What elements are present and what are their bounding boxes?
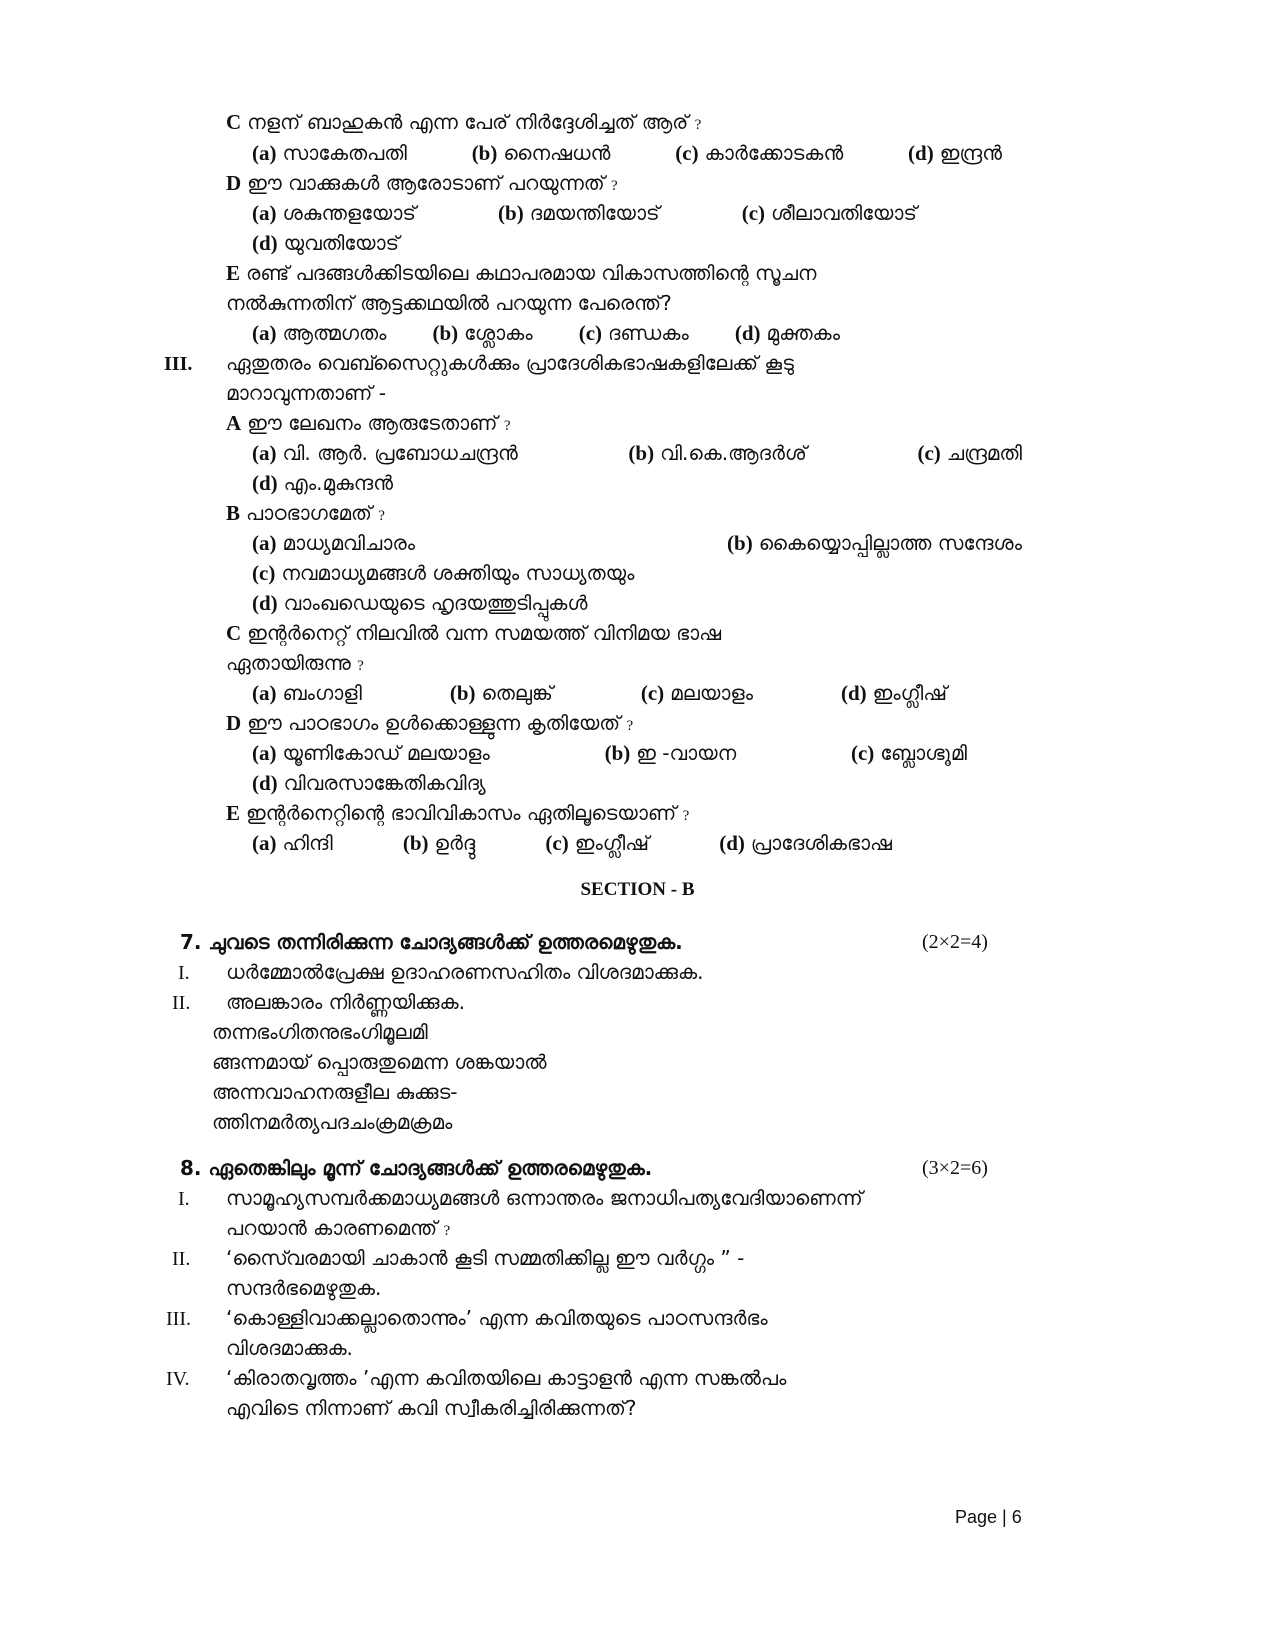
option-b: (b) ഉർദ്ദു [402,831,476,855]
question-c-prev: C നളന് ബാഹുകൻ എന്ന പേര് നിർദ്ദേശിച്ചത് ആര് ? [226,110,702,134]
option-b: (b) കൈയ്യൊപ്പില്ലാത്ത സന്ദേശം [727,531,1022,555]
option-c: (c) ബ്ലോഗ്ഭൂമി [850,741,967,765]
options-e [252,833,892,854]
options-d-prev [252,203,917,224]
q8-item-1-line1: സാമൂഹ്യസമ്പർക്കമാധ്യമങ്ങൾ ഒന്നാന്തരം ജനാധിപത്യവേദിയാണെന്ന് [226,1186,863,1210]
option-a: (a) വി. ആർ. പ്രബോധചന്ദ്രൻ [252,441,518,465]
options-e-prev [252,323,840,344]
question-7-marks: (2×2=4) [922,931,988,953]
option-c: (c) ചന്ദ്രമതി [917,441,1022,465]
options-b-row1 [252,533,1022,554]
question-e: E ഇന്റർനെറ്റിന്റെ ഭാവിവികാസം ഏതിലൂടെയാണ് ? [226,801,690,825]
option-a: (a) ഹിന്ദി [252,831,333,855]
q8-numeral-1: I. [178,1188,190,1210]
page-number: Page | 6 [955,1507,1022,1527]
poem-line-3: അന്നവാഹനരുളീല കുക്കുട- [212,1080,458,1104]
question-c-line2: ഏതായിരുന്നു ? [226,651,364,675]
option-c: (c) ദണ്ഡകം [578,321,689,345]
q8-item-1-line2: പറയാൻ കാരണമെന്ത് ? [226,1216,451,1240]
question-b: B പാഠഭാഗമേത് ? [226,501,385,525]
option-b: (b) വി.കെ.ആദർശ് [628,441,807,465]
poem-line-2: ങ്ങന്നമായ് പ്പൊരുതുമെന്ന ശങ്കയാൽ [212,1050,547,1074]
option-c: (c) ഇംഗ്ലീഷ് [545,831,650,855]
poem-line-1: തന്നഭംഗിതനുഭംഗിമൂലമി [212,1020,428,1044]
question-e-prev-line2: നൽകുന്നതിന് ആട്ടക്കഥയിൽ പറയുന്ന പേരെന്ത്? [226,291,672,315]
option-c: (c) കാർക്കോടകൻ [675,141,844,165]
q7-numeral-2: II. [172,992,191,1014]
question-d-prev: D ഈ വാക്കുകൾ ആരോടാണ് പറയുന്നത് ? [226,171,618,195]
option-d: (d) എം.മുകുന്ദൻ [252,471,394,495]
option-b: (b) ദമയന്തിയോട് [498,201,660,225]
question-e-prev-line1: E രണ്ട് പദങ്ങൾക്കിടയിലെ കഥാപരമായ വികാസത്തിന്റെ സൂചന [226,261,817,285]
poem-line-4: ത്തിനമർത്യപദചംക്രമക്രമം [212,1110,453,1134]
option-b: (b) തെലുങ്ക് [449,681,553,705]
question-a: A ഈ ലേഖനം ആരുടേതാണ് ? [226,411,511,435]
section-b-heading: SECTION - B [580,879,695,900]
option-c: (c) മലയാളം [640,681,754,705]
option-a: (a) ശകുന്തളയോട് [252,201,416,225]
q8-numeral-2: II. [172,1248,191,1270]
q8-item-4-line2: എവിടെ നിന്നാണ് കവി സ്വീകരിച്ചിരിക്കുന്നത്? [226,1396,637,1420]
option-d: (d) പ്രാദേശികഭാഷ [719,831,892,855]
question-8: 8. ഏതെങ്കിലും മൂന്ന് ചോദ്യങ്ങൾക്ക് ഉത്തരമെഴുതുക. [180,1156,653,1180]
options-a [252,443,1022,464]
option-a: (a) ബംഗാളി [252,681,362,705]
option-a: (a) യൂണികോഡ് മലയാളം [252,741,490,765]
option-a: (a) സാകേതപതി [252,141,407,165]
question-8-marks: (3×2=6) [922,1157,988,1179]
option-d: (d) വാംഖഡെയുടെ ഹൃദയത്തുടിപ്പുകൾ [252,591,588,615]
q8-item-2-line2: സന്ദർഭമെഴുതുക. [226,1276,382,1300]
q7-item-2: അലങ്കാരം നിർണ്ണയിക്കുക. [226,990,465,1014]
q8-item-3-line2: വിശദമാക്കുക. [226,1336,353,1360]
option-d-prev: (d) യുവതിയോട് [252,231,400,255]
option-b: (b) ഇ -വായന [604,741,737,765]
q7-item-1: ധർമ്മോൽപ്രേക്ഷ ഉദാഹരണസഹിതം വിശദമാക്കുക. [226,960,704,984]
option-d: (d) മുക്തകം [734,321,840,345]
option-a: (a) മാധ്യമവിചാരം [252,531,416,555]
q8-numeral-3: III. [166,1308,191,1330]
q7-numeral-1: I. [178,962,190,984]
q8-item-2-line1: ‘സൈ്വരമായി ചാകാൻ കൂടി സമ്മതിക്കില്ല ഈ വർഗ്ഗം ” - [226,1246,745,1270]
option-c: (c) നവമാധ്യമങ്ങൾ ശക്തിയും സാധ്യതയും [252,561,635,585]
option-d: (d) ഇംഗ്ലീഷ് [841,681,947,705]
passage-line2: മാറാവുന്നതാണ് - [226,381,386,405]
passage-line1: ഏതുതരം വെബ്സൈറ്റുകൾക്കും പ്രാദേശികഭാഷകളിലേക്ക് കൂടു [226,351,794,375]
question-d: D ഈ പാഠഭാഗം ഉൾക്കൊള്ളുന്ന കൃതിയേത് ? [226,711,634,735]
q8-numeral-4: IV. [166,1368,190,1390]
option-d: (d) വിവരസാങ്കേതികവിദ്യ [252,771,486,795]
q8-item-4-line1: ‘കിരാതവൃത്തം ’എന്ന കവിതയിലെ കാട്ടാളൻ എന്ന സങ്കൽപം [226,1366,787,1390]
options-c-prev [252,143,1002,164]
question-7: 7. ചുവടെ തന്നിരിക്കുന്ന ചോദ്യങ്ങൾക്ക് ഉത്തരമെഴുതുക. [180,930,683,954]
option-c: (c) ശീലാവതിയോട് [741,201,917,225]
options-d [252,743,967,764]
option-d: (d) ഇന്ദ്രൻ [908,141,1002,165]
q8-item-3-line1: ‘കൊള്ളിവാക്കല്ലാതൊന്നും’ എന്ന കവിതയുടെ പാഠസന്ദർഭം [226,1306,768,1330]
option-a: (a) ആത്മഗതം [252,321,387,345]
options-c [252,683,947,704]
option-b: (b) നൈഷധൻ [471,141,611,165]
question-c-line1: C ഇന്റർനെറ്റ് നിലവിൽ വന്ന സമയത്ത് വിനിമയ ഭാഷ [226,621,722,645]
option-b: (b) ശ്ലോകം [432,321,533,345]
section-numeral-iii: III. [164,353,193,375]
